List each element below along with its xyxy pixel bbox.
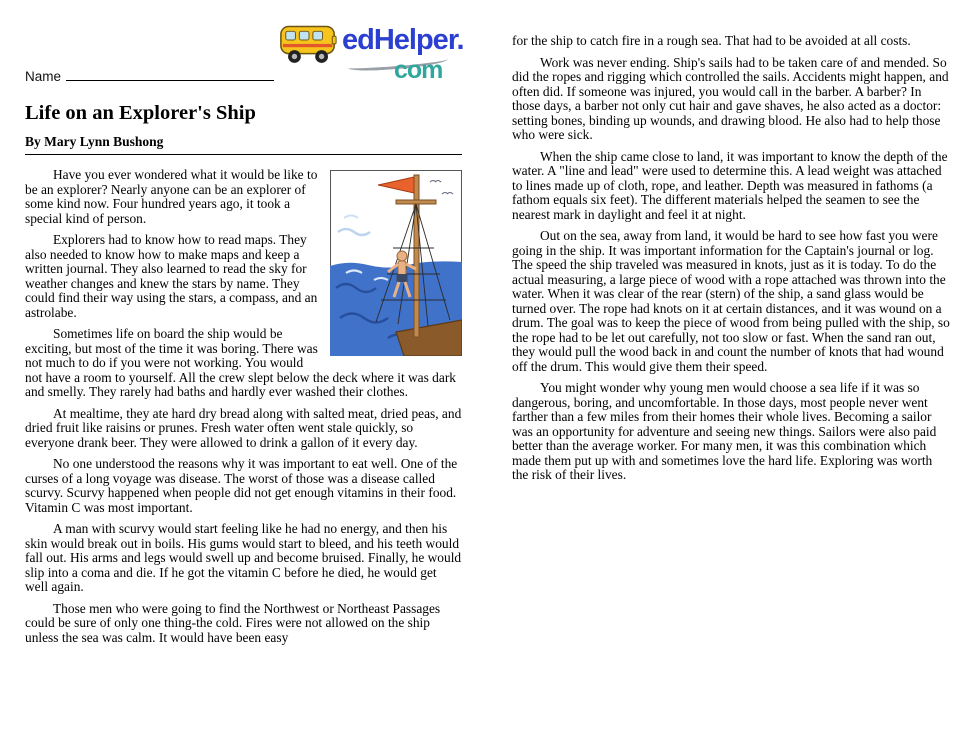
paragraph-left-4: At mealtime, they ate hard dry bread along with salted meat, dried peas, and dried fruit like raisins or prunes. Fresh water often went stale quickly, so everyone drank beer. They were allowed to drink a gallon of it every day. [25,405,462,450]
paragraph-right-5: You might wonder why young men would choose a sea life if it was so dangerous, boring, and uncomfortable. In those days, most people never went farther than a few miles from their homes their whole lives. Becoming a sailor was an opportunity for adventure and seeing new things. Sailors were also paid better than the average worker. For many men, it was this combination which made them put up with and sometimes love the hard life. Exploring was worth the risk of their lives. [512,380,937,482]
worksheet-header [25,12,462,94]
paragraph-right-2: Work was never ending. Ship's sails had to be taken care of and mended. So did the ropes and rigging which controlled the sails. Accidents might happen, and often did. If someone was injured, you would call in the barber. A barber? In those days, a barber not only cut hair and gave shaves, he also acted as a doctor: setting bones, binding up wounds, and drawing blood. He also had to help those who were sick. [512,54,949,142]
name-label: Name [25,69,62,84]
paragraph-right-1: for the ship to catch fire in a rough sea. That had to be avoided at all costs. [512,33,911,48]
article-body-left [25,168,462,645]
name-blank-line [66,68,274,81]
ship-illustration-image [330,170,462,356]
right-column [512,12,950,756]
paragraph-left-7: Those men who were going to find the Northwest or Northeast Passages could be sure of only one thing-the cold. Fires were not allowed on the ship unless the sea was calm. It would have been easy [25,600,441,645]
paragraph-right-4: Out on the sea, away from land, it would be hard to see how fast you were going in the ship. It was important information for the Captain's journal or log. The speed the ship traveled was measured in knots, just as it is today. To do the actual measuring, a large piece of wood with a rope attached was thrown into the water. When it was clear of the rear (stern) of the ship, a sand glass would be turned over. The rope had knots on it at certain distances, and it was wound on a drum. The goal was to keep the piece of wood from being pulled with the ship, so the rope had to be let out carefully, not too slow or fast. When the sand ran out, they would pull the wood back in and count the number of knots that had wound off the drum. This would give them their speed. [512,228,950,374]
edhelper-logo [278,12,464,84]
school-bus-icon [278,12,340,75]
left-column [25,12,462,756]
paragraph-left-5: No one understood the reasons why it was important to eat well. One of the curses of a long voyage was disease. The worst of those was a disease called scurvy. Scurvy happened when people did not get enough vitamins in their food. Vitamin C was most important. [25,456,458,515]
name-field [25,68,274,84]
logo-text-sub: com [394,56,443,84]
paragraph-left-2: Explorers had to know how to read maps. They also needed to know how to make maps and keep a written journal. They also learned to read the sky for weather changes and knew the stars by name. They could find their way using the stars, a compass, and an astrolabe. [25,232,318,320]
article-byline: By Mary Lynn Bushong [25,134,462,155]
paragraph-left-1: Have you ever wondered what it would be like to be an explorer? Nearly anyone can be an explorer of some kind now. Four hundred years ago, it took a special kind of person. [25,167,318,226]
logo-wordmark [342,12,464,84]
paragraph-left-3: Sometimes life on board the ship would be exciting, but most of the time it was boring. There was not much to do if you were not working. You would not have a room to yourself. All the crew slept below the deck where it was dark and smelly. They rarely had baths and hardly ever washed their clothes. [25,326,456,399]
article-title: Life on an Explorer's Ship [25,102,256,124]
paragraph-right-3: When the ship came close to land, it was important to know the depth of the water. A "line and lead" were used to determine this. A lead weight was attached to lines made up of cloth, rope, and leather. Depth was measured in fathoms (a fathom equals six feet). The different materials helped the seamen to see the nearest mark in daylight and feel it at night. [512,148,948,222]
paragraph-left-6: A man with scurvy would start feeling like he had no energy, and then his skin would break out in boils. His gums would start to bleed, and his teeth would fall out. His arms and legs would swell up and become bruised. Finally, he would slip into a coma and die. If he got the vitamin C before he died, he would get well again. [25,521,462,594]
logo-text-main: edHelper. [342,24,464,56]
